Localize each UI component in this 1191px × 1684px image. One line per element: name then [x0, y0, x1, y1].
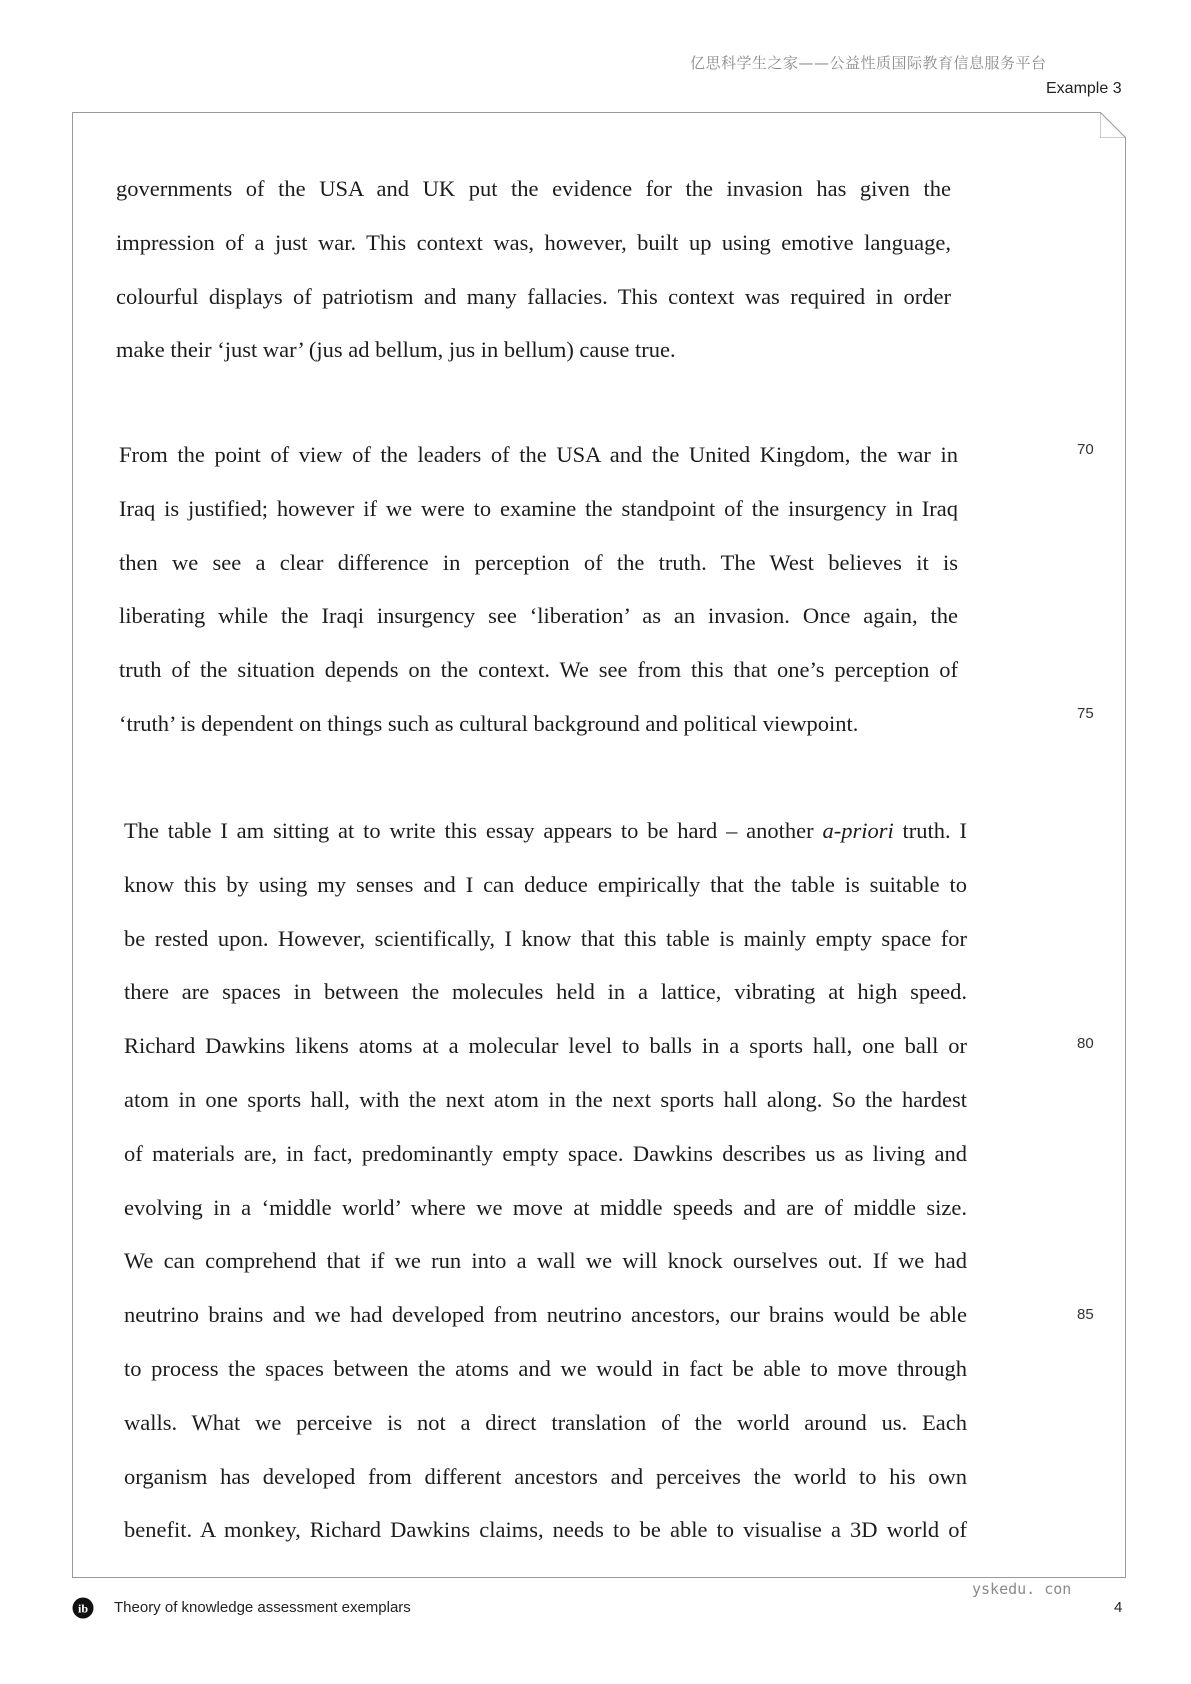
text-line: be rested upon. However, scientifically, I know that this table is mainly empty space for: [124, 925, 967, 951]
text-line: truth of the situation depends on the context. We see from this that one’s perception of: [119, 657, 958, 683]
text-line: governments of the USA and UK put the evidence for the invasion has given the: [116, 176, 951, 201]
text-line: colourful displays of patriotism and many fallacies. This context was required in order: [116, 283, 951, 309]
text-line: of materials are, in fact, predominantly empty space. Dawkins describes us as living and: [124, 1140, 967, 1166]
text-line: organism has developed from different ancestors and perceives the world to his own: [124, 1463, 967, 1489]
example-label: Example 3: [1046, 80, 1122, 97]
line-number-80: 80: [1077, 1035, 1094, 1052]
svg-text:ib: ib: [77, 1601, 89, 1616]
text-line: From the point of view of the leaders of the USA and the United Kingdom, the war in: [119, 442, 958, 467]
paragraph-3: [124, 804, 967, 1557]
ib-logo-icon: [72, 1597, 94, 1619]
paragraph-2: [119, 428, 958, 751]
text-line: then we see a clear difference in perception of the truth. The West believes it is: [119, 549, 958, 575]
footer-watermark: yskedu. con: [972, 1580, 1072, 1598]
text-line: evolving in a ‘middle world’ where we move at middle speeds and are of middle size.: [124, 1194, 967, 1220]
text-line: ‘truth’ is dependent on things such as cultural background and political viewpoint.: [119, 710, 859, 736]
text-line: We can comprehend that if we run into a wall we will knock ourselves out. If we had: [124, 1248, 967, 1274]
text-line: make their ‘just war’ (jus ad bellum, jus in bellum) cause true.: [116, 337, 676, 363]
line-number-85: 85: [1077, 1306, 1094, 1323]
folded-corner-icon: [1100, 112, 1126, 138]
footer-title: Theory of knowledge assessment exemplars: [114, 1599, 411, 1616]
text-line: atom in one sports hall, with the next atom in the next sports hall along. So the hardest: [124, 1086, 967, 1112]
paragraph-1: [116, 162, 951, 377]
text-line: walls. What we perceive is not a direct translation of the world around us. Each: [124, 1409, 967, 1435]
text-line: know this by using my senses and I can deduce empirically that the table is suitable to: [124, 871, 967, 897]
text-line: to process the spaces between the atoms and we would in fact be able to move through: [124, 1355, 967, 1381]
text-line: Iraq is justified; however if we were to examine the standpoint of the insurgency in Iraq: [119, 495, 958, 521]
text-line: liberating while the Iraqi insurgency see ‘liberation’ as an invasion. Once again, the: [119, 603, 958, 629]
header-watermark: 亿思科学生之家——公益性质国际教育信息服务平台: [690, 54, 1047, 72]
line-number-70: 70: [1077, 441, 1094, 458]
text-line: benefit. A monkey, Richard Dawkins claims, needs to be able to visualise a 3D world of: [124, 1517, 967, 1543]
text-line: there are spaces in between the molecules held in a lattice, vibrating at high speed.: [124, 979, 967, 1005]
text-line: The table I am sitting at to write this essay appears to be hard – another a-priori truth. I: [124, 818, 967, 843]
text-line: impression of a just war. This context was, however, built up using emotive language,: [116, 229, 951, 255]
page-number: 4: [1114, 1599, 1123, 1616]
text-line: neutrino brains and we had developed from neutrino ancestors, our brains would be able: [124, 1302, 967, 1328]
line-number-75: 75: [1077, 705, 1094, 722]
text-line: Richard Dawkins likens atoms at a molecular level to balls in a sports hall, one ball or: [124, 1033, 967, 1059]
